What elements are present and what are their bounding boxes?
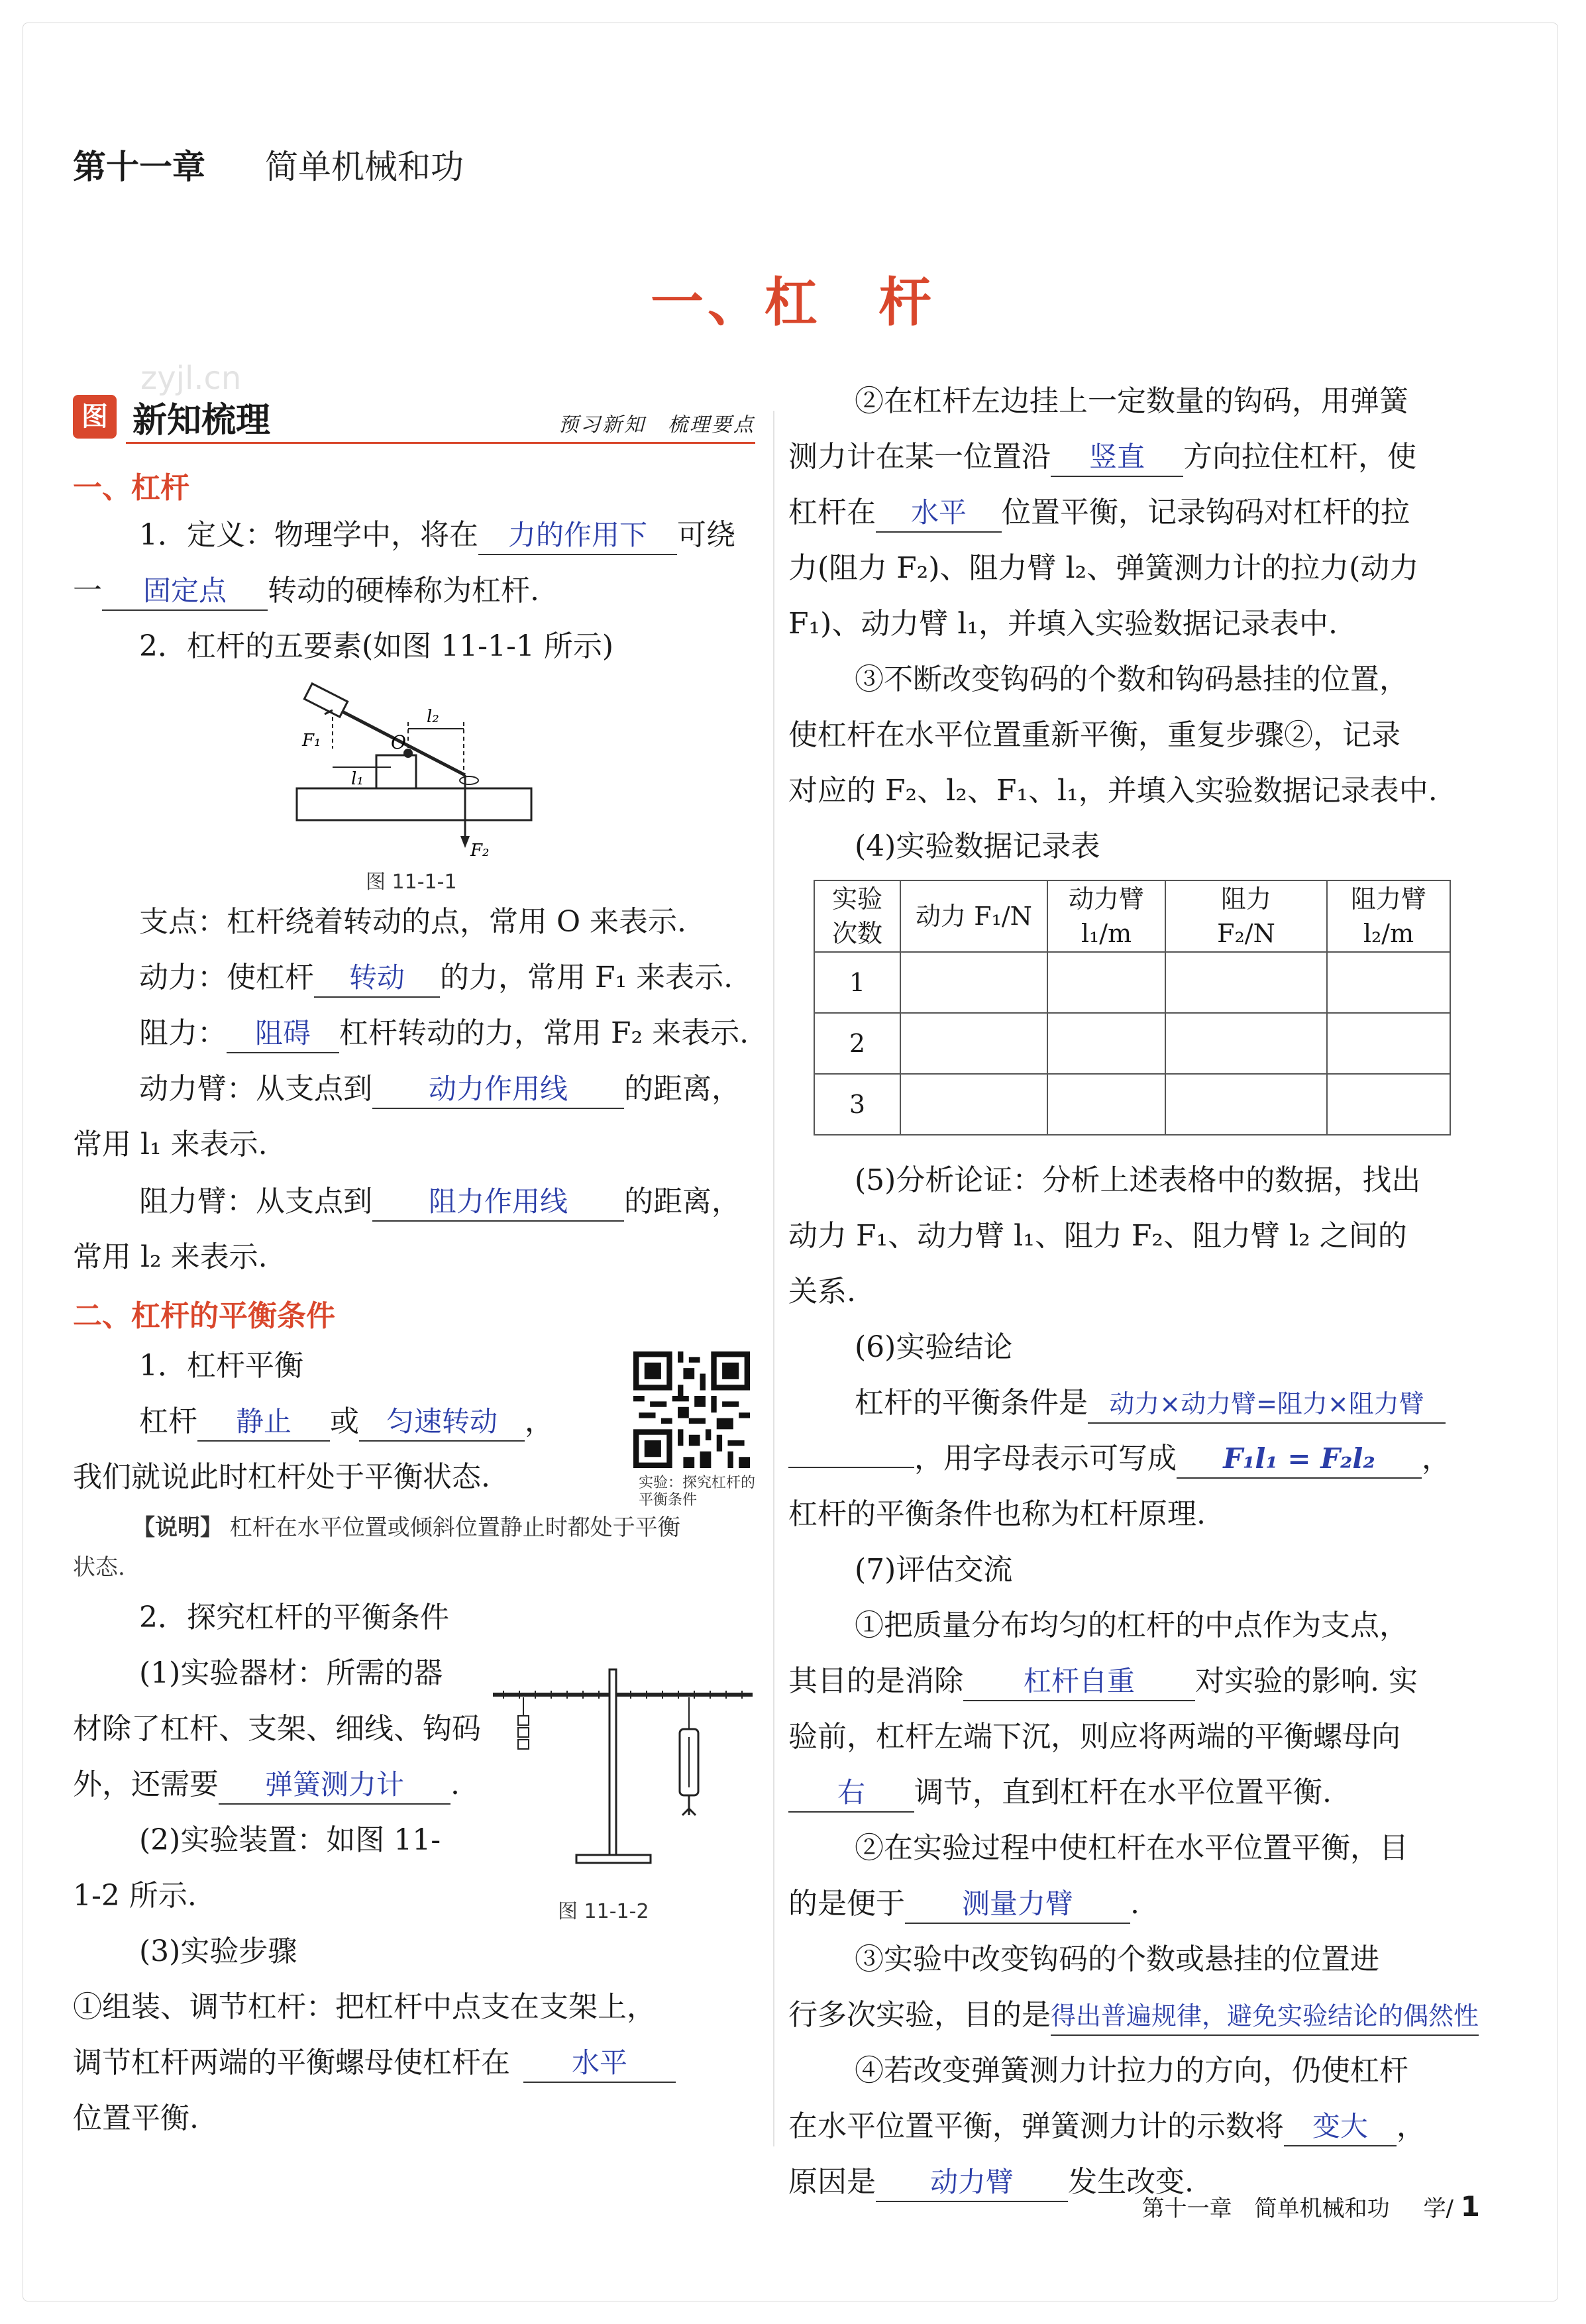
definition-line-1 [139,515,735,555]
text: 调节，直到杠杆在水平位置平衡. [914,1775,1332,1809]
answer-blank: 右 [788,1774,914,1813]
page-footer [1142,2190,1480,2223]
answer-blank: 转动 [314,959,440,998]
answer-blank: 水平 [523,2044,676,2083]
note-line-1 [132,1510,680,1545]
step3-line-2: 使杠杆在水平位置重新平衡，重复步骤②，记录 [788,718,1401,752]
eval3-line-2 [788,1995,1479,2036]
hook-weight [518,1728,529,1737]
table-cell[interactable] [1327,1013,1450,1074]
lever-figure [291,682,543,861]
equipment-line-2: 材除了杠杆、支架、细线、钩码 [73,1712,481,1746]
text: 杠杆在水平位置或倾斜位置静止时都处于平衡 [229,1514,680,1541]
watermark: zyjl.cn [140,360,242,397]
effort-line [139,958,733,998]
eval1-line-2 [788,1662,1418,1701]
footer-subject: 学/ [1423,2195,1454,2222]
step3-line-3: 对应的 F₂、l₂、F₁、l₁，并填入实验数据记录表中. [788,774,1438,808]
table-cell[interactable] [900,1074,1047,1135]
label-l2: l₂ [427,707,439,727]
text: 发生改变. [1068,2165,1194,2199]
text: 杠杆的平衡条件是 [855,1386,1088,1420]
lever-handle [304,684,347,717]
step1-line-2 [73,2043,676,2083]
text: . [1130,1887,1139,1921]
fulcrum-block [376,755,416,788]
answer-blank: 固定点 [102,572,268,611]
table-header [1165,880,1327,952]
heading-balance-condition: 二、杠杆的平衡条件 [73,1299,335,1333]
answer-blank: 匀速转动 [359,1403,525,1442]
analysis-line-3: 关系. [788,1275,856,1308]
section-header [73,390,755,449]
answer-blank: 测量力臂 [905,1885,1130,1924]
header-text: F₂/N [1217,919,1275,948]
label-l1: l₁ [351,769,364,789]
chapter-header [73,140,464,188]
text: 动力：使杠杆 [139,961,314,994]
label-O: O [391,731,406,753]
analysis-line-1: (5)分析论证：分析上述表格中的数据，找出 [855,1163,1421,1197]
header-text: 动力 F₁/N [916,902,1032,931]
table-cell[interactable] [1047,952,1165,1013]
conclusion-title: (6)实验结论 [855,1330,1013,1364]
balance-line-2: 我们就说此时杠杆处于平衡状态. [73,1460,490,1494]
answer-blank: 阻碍 [227,1015,339,1053]
table-header [900,880,1047,952]
table-cell: 2 [814,1013,900,1074]
analysis-line-2: 动力 F₁、动力臂 l₁、阻力 F₂、阻力臂 l₂ 之间的 [788,1219,1407,1253]
table-cell: 1 [814,952,900,1013]
text: 的距离， [624,1185,741,1218]
qr-code-icon[interactable] [633,1351,750,1468]
text: 的距离， [624,1072,741,1106]
table-cell[interactable] [1047,1074,1165,1135]
load-hook [460,776,478,784]
text: 1．定义：物理学中，将在 [139,518,478,552]
answer-blank: 静止 [197,1403,330,1442]
hook-weight [518,1740,529,1749]
effort-arm-line [139,1069,741,1109]
step2-line-3 [788,493,1410,533]
note-label: 【说明】 [132,1514,223,1541]
text: 位置平衡，记录钩码对杠杆的拉 [1002,496,1410,529]
setup-line-2: 1-2 所示. [73,1879,197,1913]
equipment-line-1: (1)实验器材：所需的器 [139,1656,443,1690]
section-tag: 预习新知 梳理要点 [558,413,755,437]
text: 对实验的影响. 实 [1195,1664,1418,1698]
data-record-table [814,880,1451,1136]
table-cell[interactable] [1327,1074,1450,1135]
table-header [1327,880,1450,952]
step1-line-3: 位置平衡. [73,2101,199,2135]
answer-blank: 变大 [1284,2108,1397,2146]
answer-blank: 竖直 [1051,439,1183,477]
text: 阻力臂：从支点到 [139,1185,372,1218]
step2-line-1: ②在杠杆左边挂上一定数量的钩码，用弹簧 [855,384,1408,418]
text: 的力，常用 F₁ 来表示. [440,961,733,994]
text: ，用字母表示可写成 [914,1442,1177,1475]
text: 的是便于 [788,1887,905,1921]
explore-title: 2．探究杠杆的平衡条件 [139,1601,449,1634]
header-text: l₂/m [1363,919,1414,948]
label-F2: F₂ [470,841,490,861]
table-row [814,1013,1450,1074]
table-header [1047,880,1165,952]
table-header-row [814,880,1450,952]
text: 行多次实验，目的是 [788,1998,1051,2032]
step2-line-2 [788,437,1416,477]
text: 方向拉住杠杆，使 [1183,440,1416,474]
text: 或 [330,1404,359,1438]
text: 其目的是消除 [788,1664,963,1698]
support-base [576,1855,651,1863]
text: 在水平位置平衡，弹簧测力计的示数将 [788,2109,1284,2143]
text: 调节杠杆两端的平衡螺母使杠杆在 [73,2046,510,2080]
effort-arm-line-2: 常用 l₁ 来表示. [73,1128,268,1161]
qr-caption-line: 平衡条件 [639,1492,698,1508]
text: 阻力： [139,1016,227,1050]
conclusion-line-2 [788,1439,1451,1479]
text: 可绕 [677,518,735,552]
text: 原因是 [788,2165,876,2199]
answer-blank-continued [788,1467,914,1468]
text: 一 [73,574,102,607]
eval1-line-1: ①把质量分布均匀的杠杆的中点作为支点， [855,1609,1408,1642]
table-cell[interactable] [900,1013,1047,1074]
resistance-arm-line-2: 常用 l₂ 来表示. [73,1240,268,1274]
text: 杠杆在 [788,496,876,529]
table-cell[interactable] [1165,1013,1327,1074]
text: . [450,1768,460,1801]
answer-blank: 动力作用线 [372,1071,624,1109]
step1-line-1: ①组装、调节杠杆：把杠杆中点支在支架上， [73,1990,656,2024]
text: ， [1422,1442,1451,1475]
balance-title: 1．杠杆平衡 [139,1349,303,1383]
setup-line-1: (2)实验装置：如图 11- [139,1823,441,1857]
table-cell[interactable] [900,952,1047,1013]
eval2-line-2 [788,1884,1139,1924]
base-board [297,788,531,820]
table-title: (4)实验数据记录表 [855,829,1100,863]
section-name: 新知梳理 [132,401,271,441]
eval3-line-1: ③实验中改变钩码的个数或悬挂的位置进 [855,1942,1379,1976]
resistance-arm-line [139,1182,741,1222]
table-row [814,1074,1450,1135]
fulcrum-line: 支点：杠杆绕着转动的点，常用 O 来表示. [139,905,687,939]
text: 外，还需要 [73,1768,219,1801]
eval4-line-1: ④若改变弹簧测力计拉力的方向，仍使杠杆 [855,2054,1408,2087]
steps-title: (3)实验步骤 [139,1934,297,1968]
table-header [814,880,900,952]
table-cell: 3 [814,1074,900,1135]
text: ， [1397,2109,1426,2143]
answer-blank: 阻力作用线 [372,1183,624,1222]
table-cell[interactable] [1327,952,1450,1013]
header-text: 阻力臂 [1350,884,1426,914]
eval4-line-2 [788,2107,1426,2146]
answer-blank: 力的作用下 [478,517,677,555]
conclusion-line-1 [855,1383,1446,1424]
step2-line-5: F₁)、动力臂 l₁，并填入实验数据记录表中. [788,607,1338,641]
step2-line-4: 力(阻力 F₂)、阻力臂 l₂、弹簧测力计的拉力(动力 [788,551,1419,585]
column-divider [773,411,774,2146]
text: 转动的硬棒称为杠杆. [268,574,539,607]
note-line-2: 状态. [73,1554,125,1581]
balance-line [139,1402,554,1442]
answer-blank: 杠杆自重 [963,1663,1195,1701]
answer-blank: 水平 [876,494,1002,533]
label-F1: F₁ [302,731,321,751]
page-number: 1 [1460,2190,1480,2223]
text: 杠杆 [139,1404,197,1438]
eval1-line-4 [788,1773,1332,1813]
eval1-line-3: 验前，杠杆左端下沉，则应将两端的平衡螺母向 [788,1720,1401,1754]
chapter-title: 简单机械和功 [265,148,464,186]
five-elements-title: 2．杠杆的五要素(如图 11-1-1 所示) [139,629,614,663]
evaluation-title: (7)评估交流 [855,1553,1013,1587]
header-text: 实验 [831,884,882,914]
answer-blank: 得出普遍规律，避免实验结论的偶然性 [1051,1997,1479,2036]
section-rule [126,442,755,444]
header-text: l₁/m [1081,919,1132,948]
header-text: 动力臂 [1068,884,1144,914]
eval2-line-1: ②在实验过程中使杠杆在水平位置平衡，目 [855,1831,1408,1865]
lesson-title: 一、杠 杆 [651,272,935,333]
text: ， [525,1404,554,1438]
load-arrow [460,836,470,848]
conclusion-line-3: 杠杆的平衡条件也称为杠杆原理. [788,1497,1206,1531]
hook-weight [518,1716,529,1725]
qr-caption [639,1475,755,1509]
section-badge-icon: 图 [73,395,117,439]
table-cell[interactable] [1165,1074,1327,1135]
table-row [814,952,1450,1013]
figure-caption-1: 图 11-1-1 [366,871,457,894]
header-text: 阻力 [1220,884,1271,914]
step3-line-1: ③不断改变钩码的个数和钩码悬挂的位置， [855,662,1408,696]
text: 动力臂：从支点到 [139,1072,372,1106]
support-pole [609,1669,616,1855]
resistance-line [139,1014,749,1053]
answer-blank: 动力臂 [876,2164,1068,2202]
equipment-line-3 [73,1765,460,1805]
answer-blank: 弹簧测力计 [219,1766,450,1805]
table-cell[interactable] [1047,1013,1165,1074]
table-cell[interactable] [1165,952,1327,1013]
experiment-setup-figure [490,1656,755,1875]
figure-caption-2: 图 11-1-2 [558,1900,649,1923]
text: 杠杆转动的力，常用 F₂ 来表示. [339,1016,749,1050]
footer-chapter: 第十一章 简单机械和功 [1141,2195,1390,2222]
answer-blank: 动力×动力臂=阻力×阻力臂 [1088,1385,1446,1424]
eval4-line-3 [788,2162,1194,2202]
header-text: 次数 [831,919,882,948]
heading-lever: 一、杠杆 [73,471,189,505]
chapter-number: 第十一章 [73,148,205,186]
definition-line-2 [73,571,539,611]
text: 测力计在某一位置沿 [788,440,1051,474]
qr-caption-line: 实验：探究杠杆的 [639,1475,756,1491]
answer-blank-formula: F₁l₁ = F₂l₂ [1177,1440,1422,1479]
